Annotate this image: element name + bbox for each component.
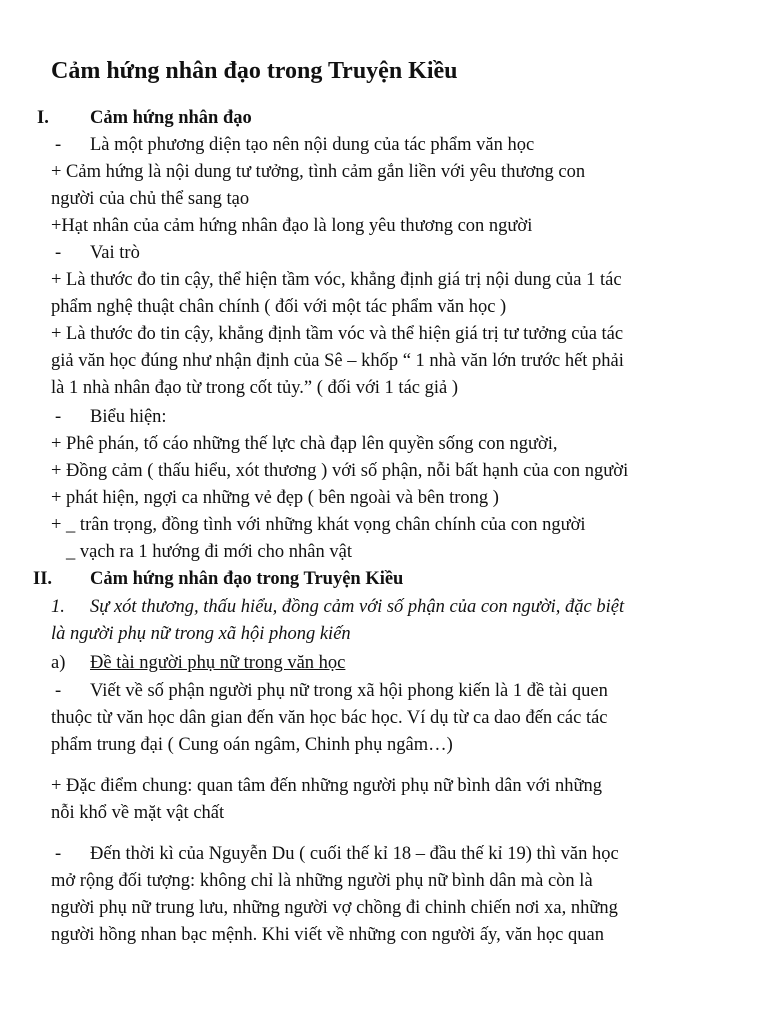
paragraph-line: nỗi khổ về mặt vật chất [51, 803, 225, 823]
paragraph-line: + Phê phán, tố cáo những thế lực chà đạp lên quyền sống con người, [51, 434, 558, 454]
paragraph-line: + Cảm hứng là nội dung tư tưởng, tình cảm gắn liền với yêu thương con [51, 162, 586, 182]
paragraph-line: người hồng nhan bạc mệnh. Khi viết về những con người ấy, văn học quan [51, 925, 604, 945]
paragraph-line: Vai trò [90, 243, 140, 263]
paragraph-line: + _ trân trọng, đồng tình với những khát vọng chân chính của con người [51, 515, 586, 535]
paragraph-line: + Đồng cảm ( thấu hiểu, xót thương ) với số phận, nỗi bất hạnh của con người [51, 461, 629, 481]
paragraph-line: Viết về số phận người phụ nữ trong xã hội phong kiến là 1 đề tài quen [90, 681, 608, 701]
paragraph-line: phẩm nghệ thuật chân chính ( đối với một tác phẩm văn học ) [51, 297, 507, 317]
paragraph-line: người phụ nữ trung lưu, những người vợ chồng đi chinh chiến nơi xa, những [51, 898, 618, 918]
paragraph-line: + Là thước đo tin cậy, thể hiện tầm vóc, khẳng định giá trị nội dung của 1 tác [51, 270, 622, 290]
section-1-heading: Cảm hứng nhân đạo [90, 108, 252, 128]
subsection-number: 1. [51, 597, 65, 617]
bullet-dash: - [55, 135, 62, 155]
bullet-dash: - [55, 407, 62, 427]
bullet-dash: - [55, 243, 62, 263]
paragraph-line: Là một phương diện tạo nên nội dung của tác phẩm văn học [90, 135, 535, 155]
item-heading: Đề tài người phụ nữ trong văn học [90, 653, 346, 673]
paragraph-line: Đến thời kì của Nguyễn Du ( cuối thế kỉ 18 – đầu thế kỉ 19) thì văn học [90, 844, 619, 864]
paragraph-line: là 1 nhà nhân đạo từ trong cốt tủy.” ( đối với 1 tác giả ) [51, 378, 458, 398]
bullet-dash: - [55, 681, 62, 701]
paragraph-line: thuộc từ văn học dân gian đến văn học bác học. Ví dụ từ ca dao đến các tác [51, 708, 608, 728]
paragraph-line: +Hạt nhân của cảm hứng nhân đạo là long yêu thương con người [51, 216, 533, 236]
paragraph-line: giả văn học đúng như nhận định của Sê – khốp “ 1 nhà văn lớn trước hết phải [51, 351, 624, 371]
section-2-numeral: II. [33, 569, 53, 589]
bullet-dash: - [55, 844, 62, 864]
paragraph-line: Biểu hiện: [90, 407, 167, 427]
paragraph-line: _ vạch ra 1 hướng đi mới cho nhân vật [66, 542, 352, 562]
paragraph-line: mở rộng đối tượng: không chỉ là những người phụ nữ bình dân mà còn là [51, 871, 593, 891]
paragraph-line: phẩm trung đại ( Cung oán ngâm, Chinh phụ ngâm…) [51, 735, 453, 755]
paragraph-line: người của chủ thể sang tạo [51, 189, 250, 209]
subsection-heading: Sự xót thương, thấu hiểu, đồng cảm với số phận của con người, đặc biệt [90, 597, 625, 617]
paragraph-line: + Là thước đo tin cậy, khẳng định tầm vóc và thể hiện giá trị tư tưởng của tác [51, 324, 624, 344]
paragraph-line: + Đặc điểm chung: quan tâm đến những người phụ nữ bình dân với những [51, 776, 603, 796]
document-title: Cảm hứng nhân đạo trong Truyện Kiều [51, 58, 458, 84]
section-1-numeral: I. [37, 108, 49, 128]
section-2-heading: Cảm hứng nhân đạo trong Truyện Kiều [90, 569, 404, 589]
paragraph-line: + phát hiện, ngợi ca những vẻ đẹp ( bên ngoài và bên trong ) [51, 488, 499, 508]
item-label: a) [51, 653, 66, 673]
subsection-heading: là người phụ nữ trong xã hội phong kiến [51, 624, 351, 644]
